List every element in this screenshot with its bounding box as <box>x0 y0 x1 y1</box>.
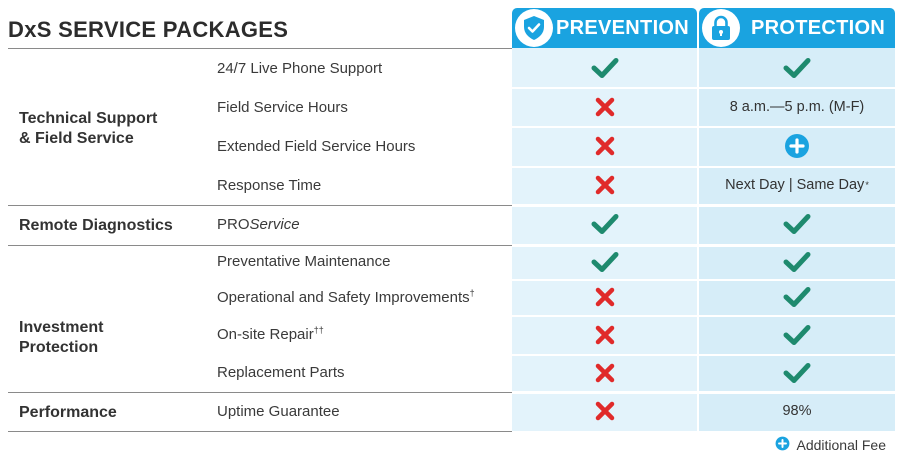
category-label: Performance <box>19 404 117 421</box>
cross-icon <box>512 87 697 126</box>
check-icon <box>699 48 895 87</box>
plus-circle-icon <box>775 436 790 454</box>
feature-label: Extended Field Service Hours <box>217 138 416 155</box>
plus-circle-icon <box>699 126 895 166</box>
prevention-header <box>512 8 697 48</box>
feature-label: Operational and Safety Improvements† <box>217 288 475 306</box>
check-icon <box>699 354 895 391</box>
cross-icon <box>512 126 697 166</box>
feature-label: Field Service Hours <box>217 99 348 116</box>
cross-icon <box>512 315 697 354</box>
check-icon <box>512 204 697 244</box>
cross-icon <box>512 354 697 391</box>
check-icon <box>699 204 895 244</box>
shield-check-icon <box>515 9 553 47</box>
check-icon <box>699 279 895 315</box>
category-label: Remote Diagnostics <box>19 217 173 234</box>
category-label: Technical Support & Field Service <box>19 110 158 147</box>
protection-value: 8 a.m.—5 p.m. (M-F) <box>729 98 865 115</box>
category-label: Investment Protection <box>19 319 104 356</box>
title-rule <box>8 48 512 49</box>
feature-label: Preventative Maintenance <box>217 253 391 270</box>
feature-label: 24/7 Live Phone Support <box>217 60 383 77</box>
check-icon <box>512 48 697 87</box>
legend <box>775 436 886 454</box>
category-divider <box>8 431 512 432</box>
legend-label: Additional Fee <box>796 437 886 453</box>
protection-value: Next Day | Same Day * <box>725 177 869 193</box>
prevention-label: PREVENTION <box>556 17 690 39</box>
feature-label: Replacement Parts <box>217 364 345 381</box>
check-icon <box>699 315 895 354</box>
protection-value: 98% <box>782 403 812 419</box>
category-divider <box>8 245 512 246</box>
check-icon <box>699 244 895 279</box>
category-divider <box>8 392 512 393</box>
feature-label: Response Time <box>217 177 322 194</box>
feature-label: On-site Repair†† <box>217 325 324 343</box>
cross-icon <box>512 391 697 431</box>
feature-label: PROService <box>217 216 300 233</box>
category-divider <box>8 205 512 206</box>
protection-header <box>699 8 895 48</box>
protection-label: PROTECTION <box>751 17 886 39</box>
cross-icon <box>512 279 697 315</box>
check-icon <box>512 244 697 279</box>
padlock-icon <box>702 9 740 47</box>
page-title: DxS SERVICE PACKAGES <box>8 17 289 42</box>
feature-label: Uptime Guarantee <box>217 403 340 420</box>
cross-icon <box>512 166 697 204</box>
